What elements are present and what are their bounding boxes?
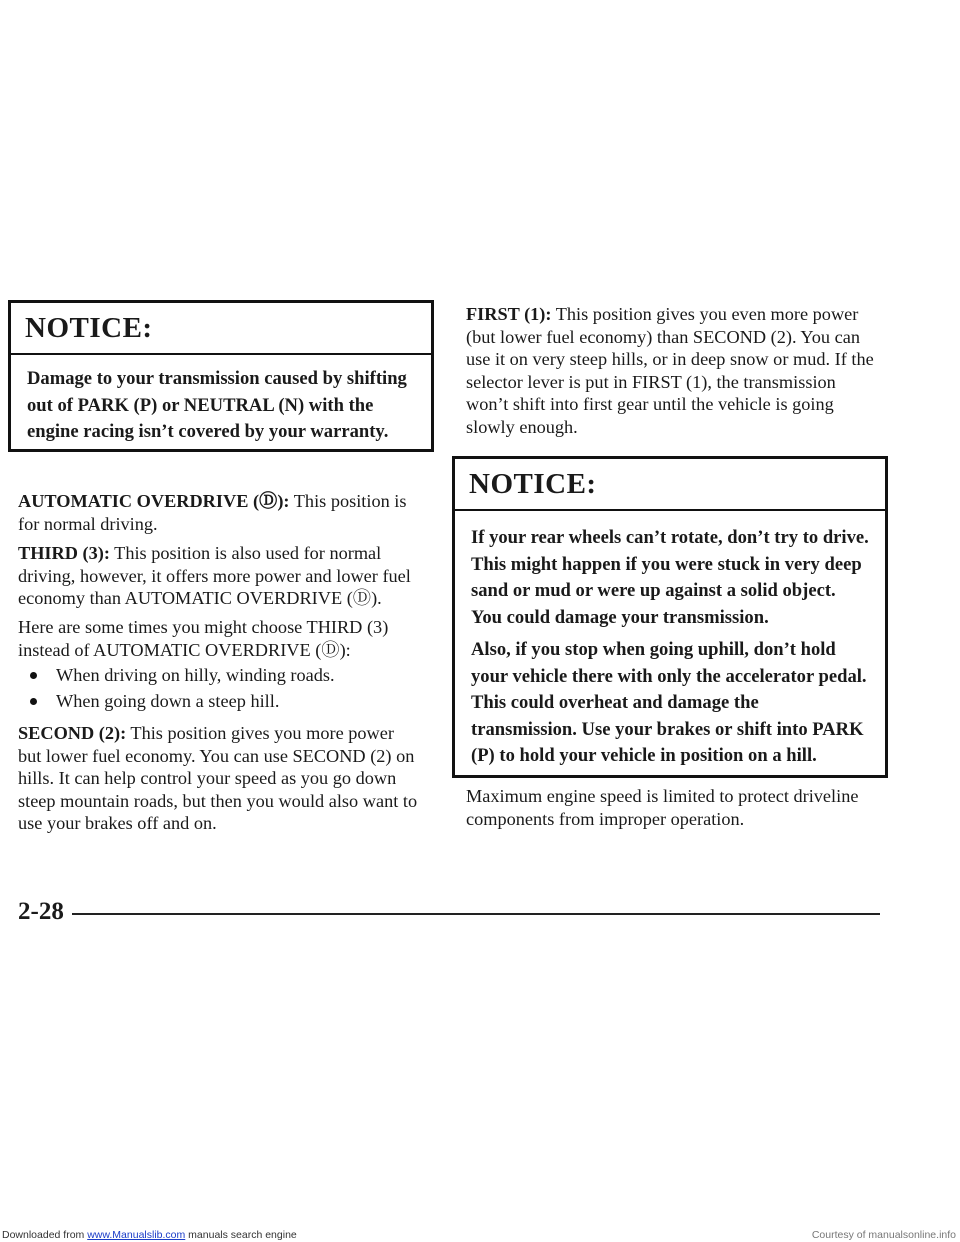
paragraph-second <box>18 722 418 835</box>
page-rule <box>72 913 880 915</box>
label-first: FIRST (1): <box>466 304 552 324</box>
notice-text: Damage to your transmission caused by shifting out of PARK (P) or NEUTRAL (N) with the engine racing isn’t covered by your warranty. <box>27 368 407 442</box>
page-number: 2-28 <box>18 898 64 925</box>
notice-title: NOTICE: <box>11 303 431 355</box>
text-automatic-overdrive: This position is for normal driving. <box>18 491 407 534</box>
notice-body <box>11 355 431 456</box>
paragraph-automatic-overdrive <box>18 490 423 535</box>
notice-text-1: If your rear wheels can’t rotate, don’t try to drive. This might happen if you were stuck in very deep sand or mud or were up against a solid object. You could damage your transmission. <box>471 527 869 628</box>
notice-text-2: Also, if you stop when going uphill, don’t hold your vehicle there with only the accelerator pedal. This could overheat and damage the transmission. Use your brakes or shift into PARK (P) to hold your vehicle in position on a hill. <box>471 639 867 766</box>
text-second: This position gives you more power but lower fuel economy. You can use SECOND (2) on hills. It can help control your speed as you go down steep mountain roads, but then you would also want to use your brakes off and on. <box>18 723 418 833</box>
footer-left <box>2 1228 297 1242</box>
paragraph-choose-third <box>18 616 413 661</box>
footer <box>0 1228 960 1242</box>
text-choose-third: Here are some times you might choose THIRD (3) instead of AUTOMATIC OVERDRIVE (Ⓓ): <box>18 617 389 660</box>
notice-title: NOTICE: <box>455 459 885 511</box>
notice-box-left <box>8 300 434 452</box>
label-automatic-overdrive: AUTOMATIC OVERDRIVE (Ⓓ): <box>18 491 290 511</box>
paragraph-third <box>18 542 413 610</box>
footer-suffix: manuals search engine <box>185 1229 297 1241</box>
text-third: This position is also used for normal driving, however, it offers more power and lower fuel economy than AUTOMATIC OVERDRIVE (Ⓓ). <box>18 543 411 608</box>
bullet-text: When driving on hilly, winding roads. <box>56 665 335 685</box>
text-max-engine-speed: Maximum engine speed is limited to protect driveline components from improper operation. <box>466 786 859 829</box>
notice-box-right <box>452 456 888 778</box>
text-first: This position gives you even more power (but lower fuel economy) than SECOND (2). You can use it on very steep hills, or in deep snow or mud. If the selector lever is put in FIRST (1), the transmission won’t shift into first gear until the vehicle is going slowly enough. <box>466 304 874 437</box>
bullet-text: When going down a steep hill. <box>56 691 280 711</box>
bullet-icon <box>30 672 37 679</box>
footer-link[interactable]: www.Manualslib.com <box>87 1229 186 1241</box>
label-third: THIRD (3): <box>18 543 110 563</box>
footer-right: Courtesy of manualsonline.info <box>811 1229 956 1241</box>
bullet-icon <box>30 698 37 705</box>
footer-prefix: Downloaded from <box>2 1229 88 1241</box>
paragraph-max-engine-speed <box>466 785 878 830</box>
notice-body <box>455 511 885 780</box>
paragraph-first <box>466 303 878 438</box>
label-second: SECOND (2): <box>18 723 127 743</box>
